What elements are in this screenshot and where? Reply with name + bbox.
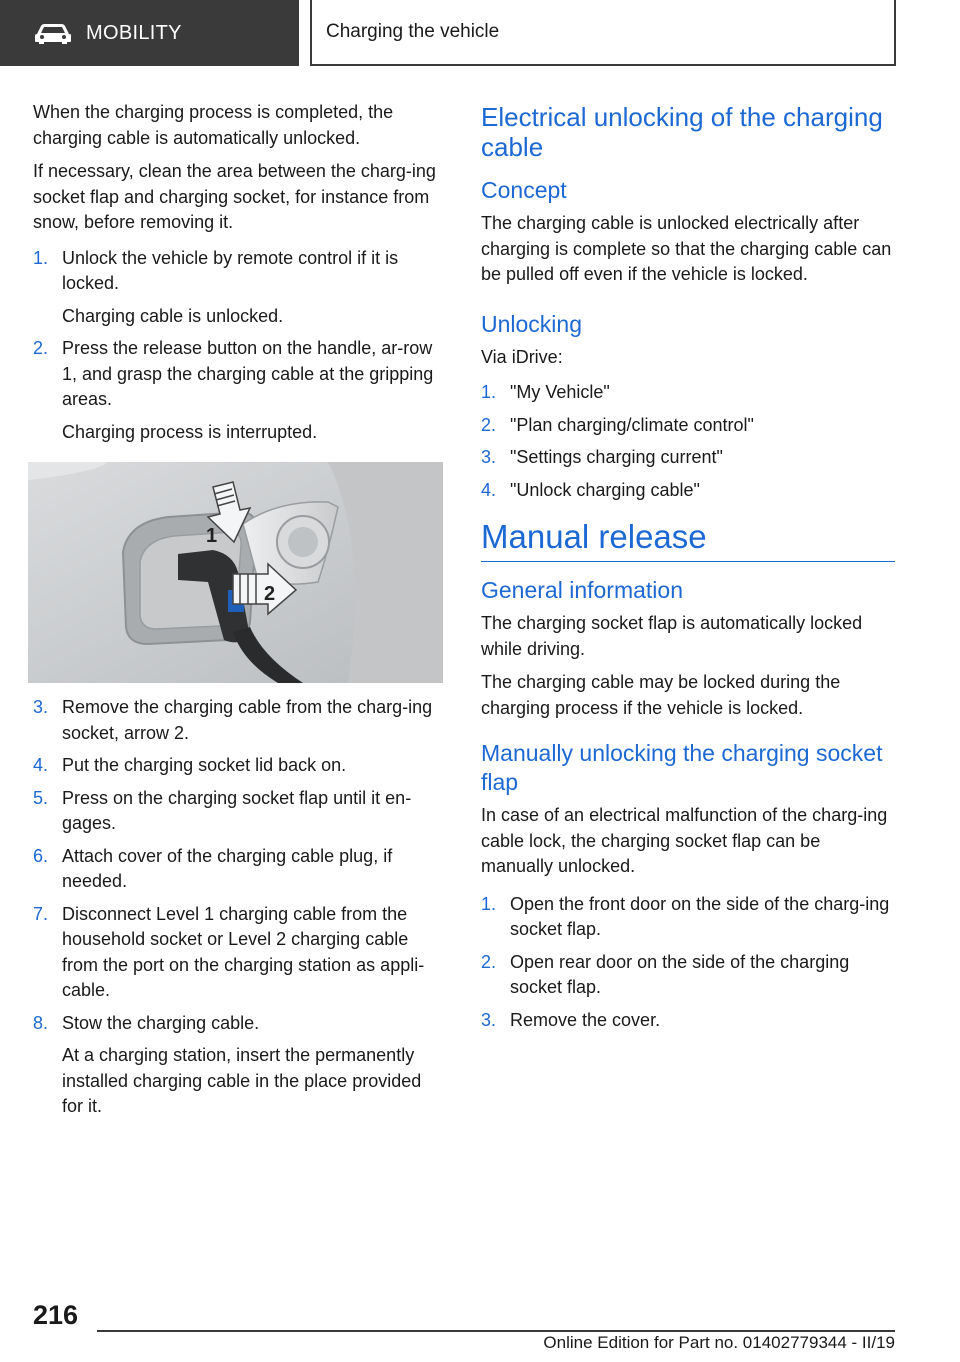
car-icon [34,22,72,44]
step-text: "Plan charging/climate control" [510,414,754,435]
subsection-heading: Manually unlocking the charging socket flap [481,740,883,795]
figure-label-2: 2 [264,583,276,605]
step-text: Remove the charging cable from the charg-ing socket, arrow 2. [62,697,433,743]
list-item [33,336,443,445]
section-label: MOBILITY [86,21,182,44]
subsection-heading: Unlocking [481,310,582,337]
subsection-heading: General information [481,577,683,603]
figure-label-1: 1 [206,525,218,547]
steps-list [33,246,443,446]
step-number: 3. [481,447,497,467]
list-item [481,1008,895,1034]
chapter-heading: Manual release [481,517,895,562]
list-item [33,902,443,1004]
step-number: 3. [481,1009,497,1030]
paragraph: The charging cable is unlocked electrically after charging is complete so that the charging cable can be pulled off even if the vehicle is locked. [481,213,892,284]
list-item [481,478,895,504]
step-text: Put the charging socket lid back on. [62,755,347,775]
step-text: Disconnect Level 1 charging cable from the household socket or Level 2 charging cable from the port on the charging station as appli-cable. [62,903,425,1000]
paragraph: If necessary, clean the area between the charg-ing socket flap and charging socket, for instance from snow, before removing it. [33,161,436,232]
manual-steps-list [481,892,895,1034]
step-number: 2. [33,338,49,358]
step-number: 4. [481,479,497,500]
paragraph: Via iDrive: [481,346,563,367]
list-item [481,413,895,439]
step-text: Attach cover of the charging cable plug, if needed. [62,845,393,891]
step-text: Unlock the vehicle by remote control if it is locked. [62,247,399,293]
step-result: Charging process is interrupted. [62,421,318,442]
page-number: 216 [33,1300,79,1330]
chapter-label: Charging the vehicle [326,21,500,42]
left-column [33,100,443,452]
list-item [481,892,895,943]
step-text: "Unlock charging cable" [510,479,700,500]
paragraph: When the charging process is completed, the charging cable is automatically unlocked. [33,102,394,148]
list-item [481,380,895,406]
step-number: 7. [33,903,49,924]
list-item [33,844,443,895]
step-number: 1. [481,382,497,402]
paragraph: The charging socket flap is automatically locked while driving. [481,613,863,659]
step-result: At a charging station, insert the permanently installed charging cable in the place provided for it. [62,1045,422,1116]
step-text: "My Vehicle" [510,382,610,402]
list-item [481,445,895,471]
list-item [33,695,443,746]
paragraph: In case of an electrical malfunction of the charg-ing cable lock, the charging socket flap can be manually unlocked. [481,805,888,876]
charging-socket-illustration [28,462,443,683]
step-text: Open the front door on the side of the charg-ing socket flap. [510,893,890,939]
list-item [33,786,443,837]
list-item [33,1011,443,1120]
subsection-heading: Concept [481,177,567,203]
step-text: Stow the charging cable. [62,1012,260,1033]
step-number: 6. [33,845,49,866]
footer-divider [97,1330,895,1332]
step-number: 2. [481,951,497,972]
left-column-continued [33,695,443,1127]
charging-socket-drawing [28,462,443,683]
list-item [33,753,443,779]
step-text: Open rear door on the side of the charging socket flap. [510,951,850,997]
step-text: Press on the charging socket flap until it en-gages. [62,787,412,833]
section-heading: Electrical unlocking of the charging cable [481,102,883,162]
step-number: 1. [481,893,497,914]
edition-note: Online Edition for Part no. 01402779344 - II/19 [543,1333,895,1352]
step-number: 8. [33,1012,49,1033]
step-text: Press the release button on the handle, ar-row 1, and grasp the charging cable at the gripping areas. [62,338,434,409]
step-text: "Settings charging current" [510,447,723,467]
step-text: Remove the cover. [510,1009,661,1030]
paragraph: The charging cable may be locked during the charging process if the vehicle is locked. [481,672,841,718]
step-number: 5. [33,787,49,808]
header-chapter-tab [310,0,896,66]
right-column [481,102,895,1040]
header-section-tab [0,0,299,66]
list-item [33,246,443,330]
idrive-steps-list [481,380,895,503]
step-number: 1. [33,247,49,268]
step-result: Charging cable is unlocked. [62,305,284,326]
step-number: 2. [481,414,497,435]
step-number: 4. [33,755,49,775]
step-number: 3. [33,697,49,717]
list-item [481,950,895,1001]
steps-list [33,695,443,1120]
